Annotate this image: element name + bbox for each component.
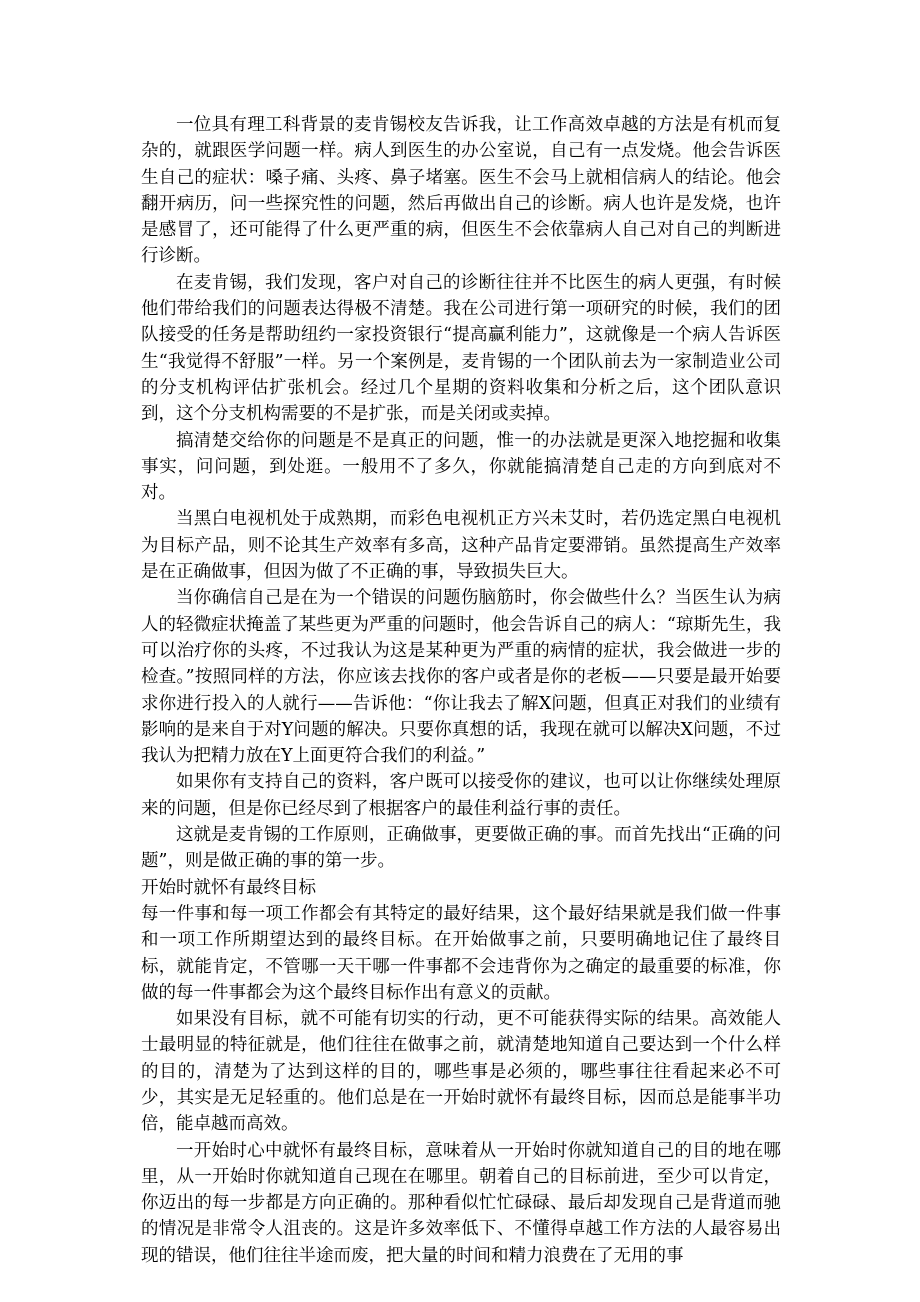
paragraph-tv-example: 当黑白电视机处于成熟期，而彩色电视机正方兴未艾时，若仍选定黑白电视机为目标产品，则不论其生产效率有多高，这种产品肯定要滞销。虽然提高生产效率是在正确做事，但因为做了不正确的事，导致损失巨大。: [141, 509, 781, 583]
paragraph-doctor-analogy: 一位具有理工科背景的麦肯锡校友告诉我，让工作高效卓越的方法是有机而复杂的，就跟医学问题一样。病人到医生的办公室说，自己有一点发烧。他会告诉医生自己的症状：嗓子痛、头疼、鼻子堵塞。医生不会马上就相信病人的结论。他会翻开病历，问一些探究性的问题，然后再做出自己的诊断。病人也许是发烧，也许是感冒了，还可能得了什么更严重的病，但医生不会依靠病人自己对自己的判断进行诊断。: [141, 115, 781, 267]
paragraph-wrong-problem: 当你确信自己是在为一个错误的问题伤脑筋时，你会做些什么？当医生认为病人的轻微症状掩盖了某些更为严重的问题时，他会告诉自己的病人：“琼斯先生，我可以治疗你的头疼，不过我认为这是某种更为严重的病情的症状，我会做进一步的检查。”按照同样的方法，你应该去找你的客户或者是你的老板——只要是最开始要求你进行投入的人就行——告诉他：“你让我去了解X问题，但真正对我们的业绩有影响的是来自于对Y问题的解决。只要你真想的话，我现在就可以解决X问题，不过我认为把精力放在Y上面更符合我们的利益。”: [141, 588, 781, 767]
paragraph-mckinsey-principle: 这就是麦肯锡的工作原则，正确做事，更要做正确的事。而首先找出“正确的问题”，则是做正确的事的第一步。: [141, 825, 781, 872]
paragraph-supporting-data: 如果你有支持自己的资料，客户既可以接受你的建议，也可以让你继续处理原来的问题，但是你已经尽到了根据客户的最佳利益行事的责任。: [141, 772, 781, 819]
document-page: [141, 112, 781, 1269]
section-heading: 开始时就怀有最终目标: [141, 877, 316, 898]
paragraph-no-goal: 如果没有目标，就不可能有切实的行动，更不可能获得实际的结果。高效能人士最明显的特征就是，他们往往在做事之前，就清楚地知道自己要达到一个什么样的目的，清楚为了达到这样的目的，哪些事是必须的，哪些事往往看起来必不可少，其实是无足轻重的。他们总是在一开始时就怀有最终目标，因而总是能事半功倍，能卓越而高效。: [141, 1009, 781, 1135]
paragraph-find-real-problem: 搞清楚交给你的问题是不是真正的问题，惟一的办法就是更深入地挖掘和收集事实，问问题，到处逛。一般用不了多久，你就能搞清楚自己走的方向到底对不对。: [141, 430, 781, 504]
paragraph-client-diagnosis: 在麦肯锡，我们发现，客户对自己的诊断往往并不比医生的病人更强，有时候他们带给我们的问题表达得极不清楚。我在公司进行第一项研究的时候，我们的团队接受的任务是帮助纽约一家投资银行“提高赢利能力”，这就像是一个病人告诉医生“我觉得不舒服”一样。另一个案例是，麦肯锡的一个团队前去为一家制造业公司的分支机构评估扩张机会。经过几个星期的资料收集和分析之后，这个团队意识到，这个分支机构需要的不是扩张，而是关闭或卖掉。: [141, 272, 781, 425]
paragraph-start-with-goal: 一开始时心中就怀有最终目标，意味着从一开始时你就知道自己的目的地在哪里，从一开始时你就知道自己现在在哪里。朝着自己的目标前进，至少可以肯定，你迈出的每一步都是方向正确的。那种看似忙忙碌碌、最后却发现自己是背道而驰的情况是非常令人沮丧的。这是许多效率低下、不懂得卓越工作方法的人最容易出现的错误，他们往往半途而废，把大量的时间和精力浪费在了无用的事: [141, 1140, 781, 1266]
paragraph-final-goal: 每一件事和每一项工作都会有其特定的最好结果，这个最好结果就是我们做一件事和一项工作所期望达到的最终目标。在开始做事之前，只要明确地记住了最终目标，就能肯定，不管哪一天干哪一件事都不会违背你为之确定的最重要的标准，你做的每一件事都会为这个最终目标作出有意义的贡献。: [141, 903, 781, 1003]
